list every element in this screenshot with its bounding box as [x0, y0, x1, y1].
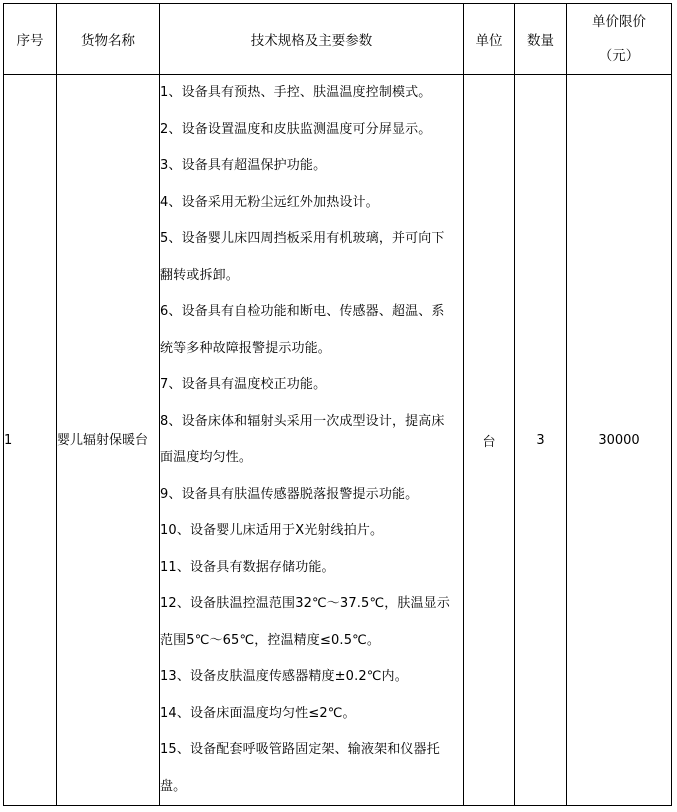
spec-line: 11、设备具有数据存储功能。 [160, 559, 335, 575]
header-row [4, 4, 672, 75]
cell-goods-name: 婴儿辐射保暖台 [57, 75, 160, 806]
header-unit: 单位 [464, 4, 515, 75]
header-unit-price-limit [567, 4, 672, 75]
cell-unit: 台 [464, 75, 515, 806]
spec-line: 10、设备婴儿床适用于X光射线拍片。 [160, 523, 384, 538]
spec-line: 翻转或拆卸。 [160, 267, 239, 283]
spec-line: 2、设备设置温度和皮肤监测温度可分屏显示。 [160, 121, 432, 137]
cell-spec [160, 75, 464, 806]
spec-line: 12、设备肤温控温范围32℃～37.5℃，肤温显示 [160, 596, 450, 611]
spec-line: 6、设备具有自检功能和断电、传感器、超温、系 [160, 304, 445, 319]
spec-line: 面温度均匀性。 [160, 450, 253, 465]
spec-line: 9、设备具有肤温传感器脱落报警提示功能。 [160, 486, 419, 502]
spec-line: 范围5℃～65℃，控温精度≤0.5℃。 [160, 632, 381, 648]
cell-unit-price: 30000 [567, 75, 672, 806]
spec-line: 14、设备床面温度均匀性≤2℃。 [160, 705, 356, 721]
header-spec: 技术规格及主要参数 [160, 4, 464, 75]
header-quantity: 数量 [515, 4, 567, 75]
spec-line: 5、设备婴儿床四周挡板采用有机玻璃，并可向下 [160, 231, 445, 246]
spec-line: 盘。 [160, 778, 187, 794]
spec-line: 8、设备床体和辐射头采用一次成型设计，提高床 [160, 413, 445, 429]
header-price-unit: （元） [598, 48, 640, 64]
spec-list [160, 75, 463, 805]
spec-line: 4、设备采用无粉尘远红外加热设计。 [160, 194, 379, 210]
spec-line: 7、设备具有温度校正功能。 [160, 377, 327, 392]
spec-line: 统等多种故障报警提示功能。 [160, 340, 331, 356]
procurement-table [3, 3, 672, 806]
spec-line: 13、设备皮肤温度传感器精度±0.2℃内。 [160, 669, 408, 684]
cell-quantity: 3 [515, 75, 567, 806]
header-price-label: 单价限价 [592, 14, 646, 30]
table-row [4, 75, 672, 806]
cell-seq: 1 [4, 75, 57, 806]
header-seq: 序号 [4, 4, 57, 75]
header-goods-name: 货物名称 [57, 4, 160, 75]
spec-line: 1、设备具有预热、手控、肤温温度控制模式。 [160, 85, 432, 100]
spec-line: 3、设备具有超温保护功能。 [160, 158, 327, 173]
spec-line: 15、设备配套呼吸管路固定架、输液架和仪器托 [160, 742, 440, 757]
